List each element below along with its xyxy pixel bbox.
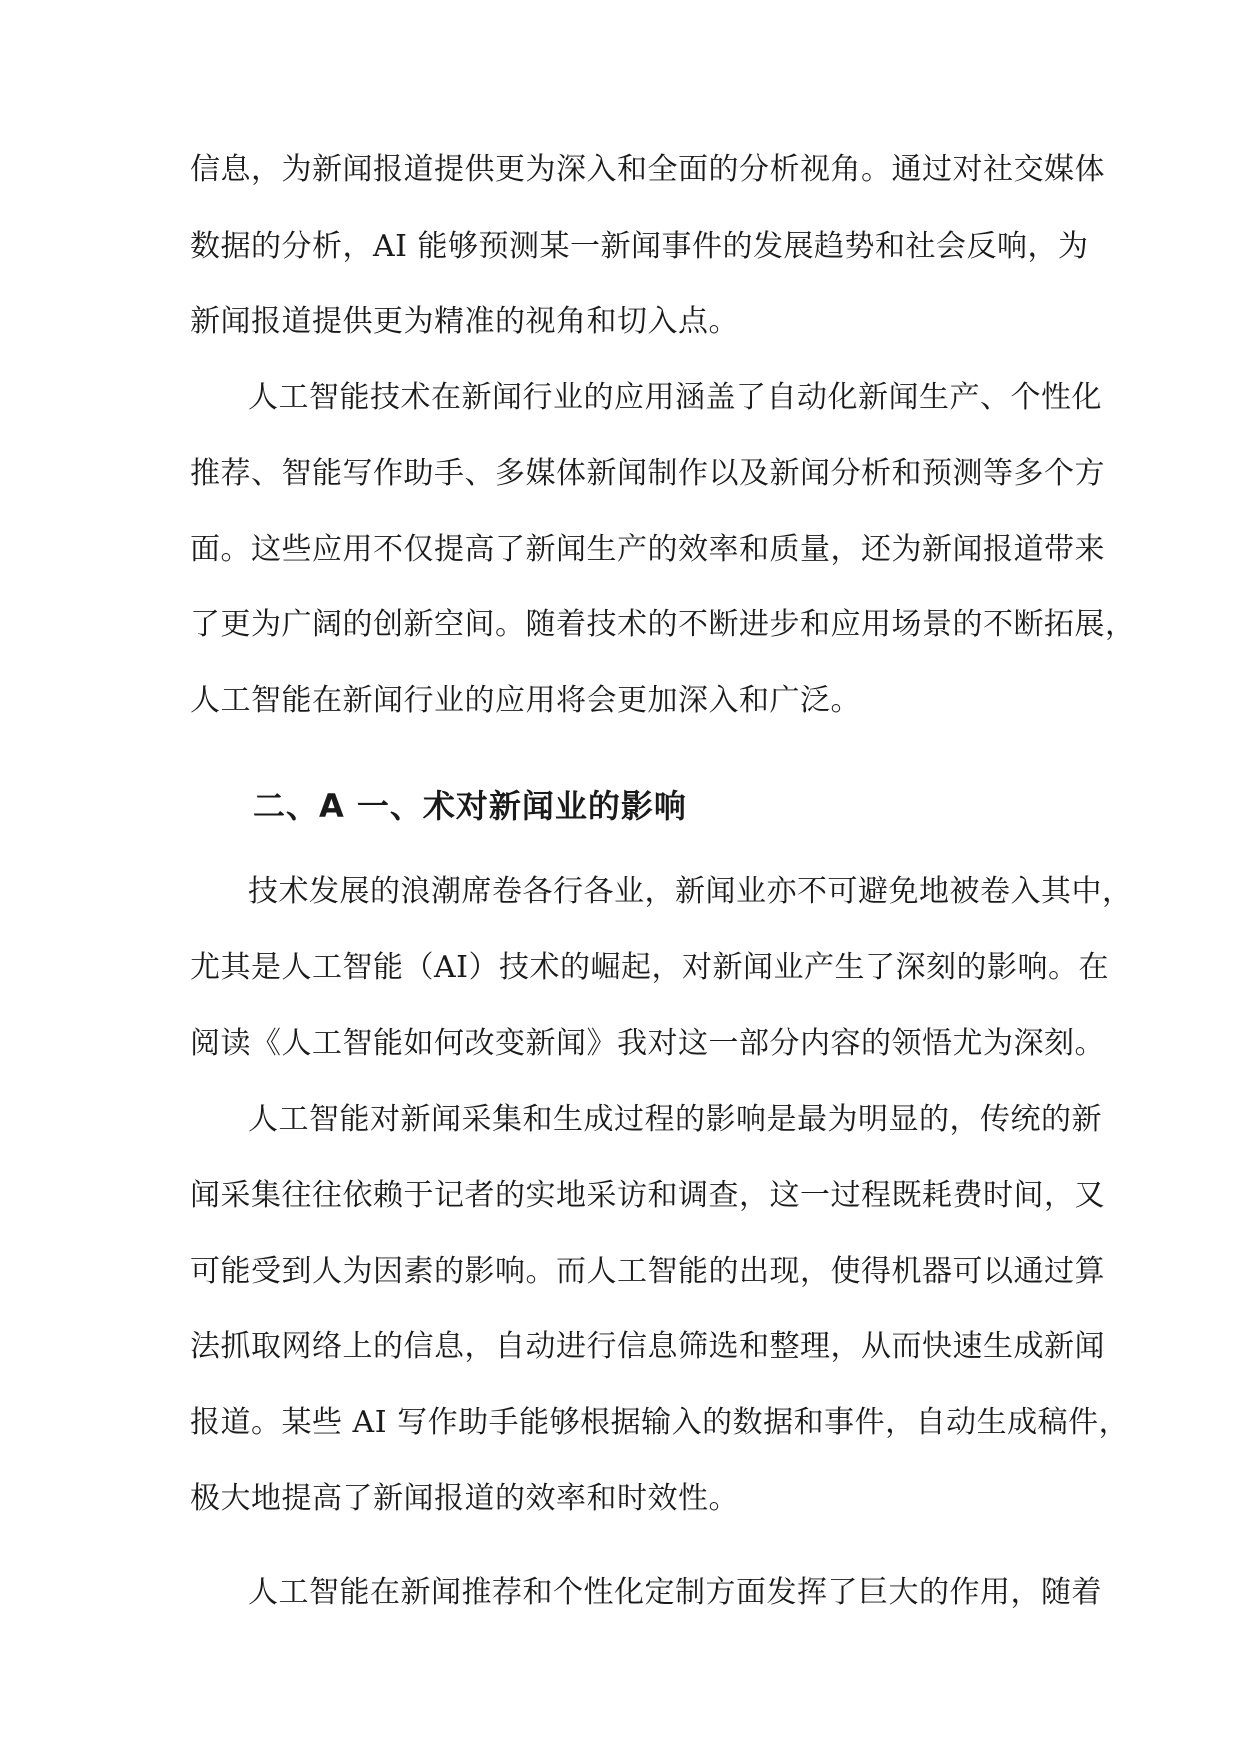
paragraph-line: 人工智能技术在新闻行业的应用涵盖了自动化新闻生产、个性化 — [248, 380, 1102, 415]
paragraph-line: 人工智能在新闻推荐和个性化定制方面发挥了巨大的作用，随着 — [248, 1575, 1102, 1610]
paragraph-line: 法抓取网络上的信息，自动进行信息筛选和整理，从而快速生成新闻 — [190, 1329, 1105, 1364]
paragraph-line: 推荐、智能写作助手、多媒体新闻制作以及新闻分析和预测等多个方 — [190, 456, 1105, 491]
paragraph-line: 人工智能对新闻采集和生成过程的影响是最为明显的，传统的新 — [248, 1102, 1102, 1137]
paragraph-line: 报道。某些 AI 写作助手能够根据输入的数据和事件，自动生成稿件， — [190, 1405, 1130, 1440]
paragraph-line: 可能受到人为因素的影响。而人工智能的出现，使得机器可以通过算 — [190, 1254, 1105, 1289]
paragraph-line: 信息，为新闻报道提供更为深入和全面的分析视角。通过对社交媒体 — [190, 152, 1105, 187]
paragraph-line: 极大地提高了新闻报道的效率和时效性。 — [190, 1481, 739, 1516]
paragraph-line: 技术发展的浪潮席卷各行各业，新闻业亦不可避免地被卷入其中， — [248, 874, 1133, 909]
paragraph-line: 面。这些应用不仅提高了新闻生产的效率和质量，还为新闻报道带来 — [190, 532, 1105, 567]
paragraph-line: 人工智能在新闻行业的应用将会更加深入和广泛。 — [190, 683, 861, 718]
paragraph-line: 了更为广阔的创新空间。随着技术的不断进步和应用场景的不断拓展， — [190, 607, 1136, 642]
section-heading: 二、A 一、术对新闻业的影响 — [253, 787, 687, 825]
paragraph-line: 新闻报道提供更为精准的视角和切入点。 — [190, 304, 739, 339]
paragraph-line: 数据的分析，AI 能够预测某一新闻事件的发展趋势和社会反响，为 — [190, 229, 1089, 264]
paragraph-line: 闻采集往往依赖于记者的实地采访和调查，这一过程既耗费时间，又 — [190, 1178, 1105, 1213]
paragraph-line: 阅读《人工智能如何改变新闻》我对这一部分内容的领悟尤为深刻。 — [190, 1026, 1105, 1061]
paragraph-line: 尤其是人工智能（AI）技术的崛起，对新闻业产生了深刻的影响。在 — [190, 950, 1110, 985]
